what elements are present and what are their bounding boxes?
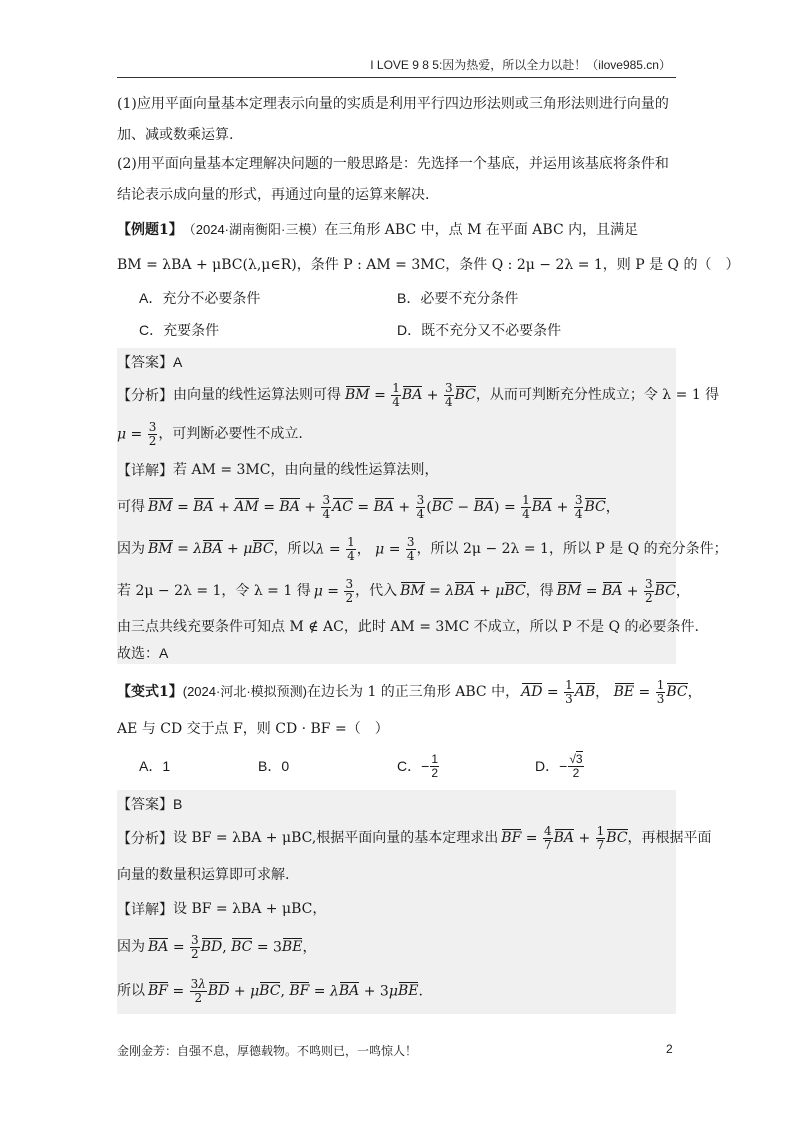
variant1-solution-block xyxy=(117,790,712,1014)
intro-line-3: (2)用平面向量基本定理解决问题的一般思路是：先选择一个基底，并运用该基底将条件和 xyxy=(117,156,669,172)
variant1-tag: 【变式1】 xyxy=(117,684,183,700)
example1-solution-block xyxy=(117,348,728,664)
intro-line-1: (1)应用平面向量基本定理表示向量的实质是利用平行四边形法则或三角形法则进行向量的 xyxy=(117,96,669,112)
example1-detail-line-1: 【详解】 若 AM = 3MC，由向量的线性运算法则， xyxy=(117,462,439,478)
example1-stem2: BM = λBA + μBC(λ,μ∈R)，条件 P : AM = 3MC，条件 Q : 2μ − 2λ = 1，则 P 是 Q 的（ ） xyxy=(117,257,740,273)
example1-detail-line-5: 由三点共线充要条件可知点 M ∉ AC，此时 AM = 3MC 不成立，所以 P 不是 Q 的必要条件. xyxy=(117,619,699,635)
example1-detail-line-3: 因为 BM = λBA + μBC ，所以 λ = $\frac{1}{4}$ ， μ = $\frac{3}{4}$ ，所以 2μ − 2λ = 1，所以 P 是 Q 的充分条件； xyxy=(117,534,728,563)
example1-choose: 故选：A xyxy=(117,645,169,661)
example1-option-b: B．必要不充分条件 xyxy=(397,290,519,306)
example1-detail-line-4: 若 2μ − 2λ = 1，令 λ = 1 得 μ = $\frac{3}{2}$ ，代入 BM = λBA + μBC ，得 BM = BA + $\frac{3}{2}$ BC， xyxy=(117,576,690,605)
example1-answer: 【答案】A xyxy=(117,354,183,370)
variant1-stem2: AE 与 CD 交于点 F，则 CD · BF =（ ） xyxy=(117,721,389,737)
example1-analysis-line-2: μ = $\frac{3}{2}$ ，可判断必要性不成立. xyxy=(117,419,303,448)
variant1-option-d: D． − $\frac{√3}{2}$ xyxy=(535,751,583,780)
variant1-header: 【变式1】 (2024·河北·模拟预测) 在边长为 1 的正三角形 ABC 中， AD = $\frac{1}{3}$ AB， BE = $\frac{1}{3}$ BC， xyxy=(117,677,702,706)
variant1-option-c: C． − $\frac{1}{2}$ xyxy=(397,751,438,780)
page-number: 2 xyxy=(666,1042,673,1056)
example1-option-a: A．充分不必要条件 xyxy=(139,290,261,306)
example1-detail-line-2: 可得 BM = BA + AM = BA + $\frac{3}{4}$ AC = BA + $\frac{3}{4}$ (BC − BA) = $\frac{1}{4}$ BA + $\frac{3}{4}$ BC， xyxy=(117,492,620,521)
footer-motto: 金刚金芳：自强不息，厚德载物。不鸣则已，一鸣惊人！ xyxy=(117,1044,418,1058)
variant1-stem1: 在边长为 1 的正三角形 ABC 中， xyxy=(307,684,520,700)
variant1-detail-line-3: 所以 BF = $\frac{3\lambda}{2}$ BD + μBC, BF = λBA + 3μBE. xyxy=(117,976,423,1005)
example1-options-row-1 xyxy=(117,282,676,314)
variant1-answer: 【答案】B xyxy=(117,796,183,812)
example1-options-row-2 xyxy=(117,314,676,346)
example1-option-d: D．既不充分又不必要条件 xyxy=(397,322,562,338)
intro-line-4: 结论表示成向量的形式，再通过向量的运算来解决. xyxy=(117,187,430,203)
variant1-option-b: B．0 xyxy=(258,758,290,774)
variant1-source: (2024·河北·模拟预测) xyxy=(182,684,307,699)
example1-analysis-line-1: 【分析】 由向量的线性运算法则可得 BM = $\frac{1}{4}$ BA + $\frac{3}{4}$ BC ，从而可判断充分性成立；令 λ = 1 得 xyxy=(117,380,720,409)
variant1-option-a: A．1 xyxy=(139,758,171,774)
example1-header xyxy=(117,216,676,244)
page-content xyxy=(117,92,740,1014)
example1-source: （2024·湖南衡阳·三模） xyxy=(182,222,325,237)
variant1-detail-line-1: 【详解】 设 BF = λBA + μBC， xyxy=(117,901,327,917)
variant1-analysis-line-2: 向量的数量积运算即可求解. xyxy=(117,867,290,883)
page-header: I LOVE 9 8 5:因为热爱，所以全力以赴！（ilove985.cn） xyxy=(370,58,671,72)
variant1-analysis-line-1: 【分析】 设 BF = λBA + μBC,根据平面向量的基本定理求出 BF = $\frac{4}{7}$ BA + $\frac{1}{7}$ BC ，再根据平面 xyxy=(117,823,712,852)
intro-line-2: 加、减或数乘运算. xyxy=(117,127,234,143)
example1-tag: 【例题1】 xyxy=(117,222,183,238)
variant1-options-row xyxy=(117,746,676,786)
example1-option-c: C．充要条件 xyxy=(139,322,220,338)
variant1-detail-line-2: 因为 BA = $\frac{3}{2}$ BD, BC = 3BE， xyxy=(117,932,317,961)
example1-stem1: 在三角形 ABC 中，点 M 在平面 ABC 内，且满足 xyxy=(324,222,639,238)
header-divider xyxy=(117,77,676,78)
